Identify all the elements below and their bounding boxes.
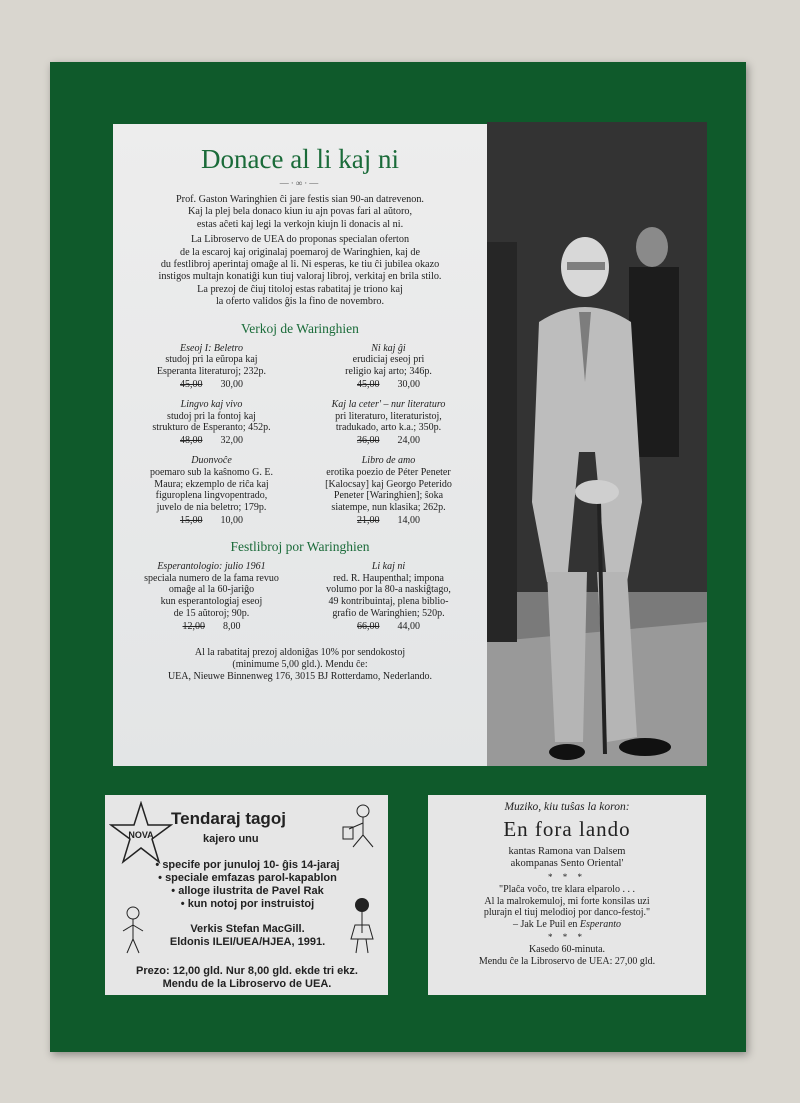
book-title: Libro de amo xyxy=(361,455,416,467)
book-desc: figuroplena lingvopentrado, xyxy=(155,490,268,502)
book-price xyxy=(127,621,296,633)
section-heading-verkoj: Verkoj de Waringhien xyxy=(241,320,359,336)
quote-attribution xyxy=(440,919,694,931)
article-title: Donace al li kaj ni xyxy=(201,144,399,174)
tendaraj-price xyxy=(111,965,383,991)
book-desc: grafio de Waringhien; 520p. xyxy=(332,608,445,619)
review-quote xyxy=(428,884,706,930)
quote-source: Esperanto xyxy=(579,918,622,930)
book-desc: erudiciaj eseoj pri xyxy=(352,354,425,366)
order-line: Mendu de la Libroservo de UEA. xyxy=(162,978,332,990)
muziko-ad xyxy=(428,795,706,995)
old-price: 48,00 xyxy=(180,435,203,447)
book-price xyxy=(304,379,473,391)
book-price xyxy=(304,515,473,527)
old-price: 12,00 xyxy=(182,620,205,632)
book-desc: pri literaturo, literaturistoj, xyxy=(335,410,442,422)
old-price: 21,00 xyxy=(357,515,380,527)
new-price: 8,00 xyxy=(223,620,241,632)
book-desc: Peneter [Waringhien]; ŝoka xyxy=(333,490,444,502)
book-title: Eseoj I: Beletro xyxy=(180,342,243,354)
book-price xyxy=(127,379,296,391)
book-desc: volumo por la 80-a naskiĝtago, xyxy=(326,584,451,596)
book-desc: erotika poezio de Péter Peneter xyxy=(326,466,451,478)
offer-line: instigos multajn konatiĝi kun tiuj valoraj libroj, verkitaj en brila stilo. xyxy=(158,271,442,283)
quote-line: Al la malrokemuloj, mi forte konsilas uzi xyxy=(484,895,650,907)
old-price: 45,00 xyxy=(357,379,380,391)
intro-line: Prof. Gaston Waringhien ĉi jare festis sian 90-an datrevenon. xyxy=(176,194,424,205)
offer-line: du festlibroj aperintaj omaĝe al li. Ni esperas, ke tiu ĉi jubilea okazo xyxy=(160,259,440,271)
book-desc: siatempe, nun klasika; 262p. xyxy=(331,502,446,514)
nova-star-icon xyxy=(109,801,173,865)
book-item xyxy=(127,455,296,527)
cartoon-boy-icon xyxy=(119,905,147,955)
section-heading-festlibroj: Festlibroj por Waringhien xyxy=(230,538,370,554)
book-item xyxy=(304,343,473,391)
portrait-photo xyxy=(487,122,707,766)
book-desc: red. R. Haupenthal; impona xyxy=(333,572,444,584)
intro-text xyxy=(113,194,487,309)
nova-badge: NOVA xyxy=(128,830,154,840)
quote-line: plurajn el tiuj melodioj por danco-festoj." xyxy=(483,907,651,918)
intro-line: estas aĉeti kaj legi la verkojn kiujn li donacis al ni. xyxy=(196,218,404,230)
book-desc: studoj pri la eŭropa kaj xyxy=(165,354,258,366)
book-desc: religio kaj arto; 346p. xyxy=(345,366,432,378)
new-price: 44,00 xyxy=(397,620,420,632)
muziko-credits xyxy=(428,846,706,870)
publisher-line: Eldonis ILEI/UEA/HJEA, 1991. xyxy=(169,936,326,948)
muziko-order xyxy=(428,944,706,967)
cartoon-figure-icon xyxy=(341,801,383,851)
book-desc: Esperanta literaturoj; 232p. xyxy=(156,366,267,378)
ornament-divider: —·∞·— xyxy=(279,178,321,188)
offer-line: La prezoj de ĉiuj titoloj estas rabatitaj je triono kaj xyxy=(197,283,403,295)
book-price xyxy=(127,435,296,447)
book-title: Lingvo kaj vivo xyxy=(180,398,243,410)
old-price: 45,00 xyxy=(180,379,203,391)
new-price: 32,00 xyxy=(220,435,243,447)
order-line: Mendu ĉe la Libroservo de UEA: 27,00 gld. xyxy=(478,955,656,967)
price-line: Prezo: 12,00 gld. Nur 8,00 gld. ekde tri ekz. xyxy=(136,965,358,977)
tendaraj-subtitle: kajero unu xyxy=(203,833,259,845)
stars-divider: * * * xyxy=(548,932,586,942)
book-desc: speciala numero de la fama revuo xyxy=(144,572,279,584)
quote-author: – Jak Le Puil en xyxy=(512,918,578,930)
book-desc: tradukado, arto k.a.; 350p. xyxy=(335,422,442,434)
book-item xyxy=(127,343,296,391)
book-item xyxy=(127,399,296,447)
tendaraj-title: Tendaraj tagoj xyxy=(171,809,286,828)
book-title: Ni kaj ĝi xyxy=(371,342,406,354)
new-price: 14,00 xyxy=(397,515,420,527)
book-desc: Maura; ekzemplo de riĉa kaj xyxy=(154,478,269,490)
offer-line: La Libroservo de UEA do proponas specialan oferton xyxy=(190,234,410,246)
book-desc: kun esperantologiaj eseoj xyxy=(160,596,263,608)
old-price: 36,00 xyxy=(357,435,380,447)
book-price xyxy=(127,515,296,527)
book-desc: 49 kontribuintaj, plena biblio- xyxy=(328,596,449,608)
book-title: Duonvoĉe xyxy=(191,455,232,467)
book-desc: poemaro sub la kaŝnomo G. E. xyxy=(149,466,274,478)
book-desc: de 15 aŭtoroj; 90p. xyxy=(173,608,250,619)
book-title: Esperantologio: julio 1961 xyxy=(157,560,266,572)
book-desc: juvelo de nia beletro; 179p. xyxy=(156,502,267,514)
new-price: 30,00 xyxy=(397,379,420,391)
new-price: 24,00 xyxy=(397,435,420,447)
feature-item: • alloge ilustrita de Pavel Rak xyxy=(140,885,355,898)
credit-line: akompanas Sento Oriental' xyxy=(510,858,624,869)
old-price: 15,00 xyxy=(180,515,203,527)
books-list-festlibroj xyxy=(113,561,487,633)
book-desc: strukturo de Esperanto; 452p. xyxy=(152,422,271,434)
man-with-cane-illustration xyxy=(487,122,707,766)
book-item xyxy=(304,399,473,447)
book-desc: omaĝe al la 60-jariĝo xyxy=(168,584,255,596)
feature-item: • kun notoj por instruistoj xyxy=(140,898,355,911)
book-desc: studoj pri la fontoj kaj xyxy=(167,410,256,422)
feature-item: • specife por junuloj 10- ĝis 14-jaraj xyxy=(140,859,355,872)
offer-line: de la escaroj kaj originalaj poemaroj de Waringhien, kaj de xyxy=(179,246,420,258)
tendaraj-credits xyxy=(145,923,350,949)
offer-line: la oferto validos ĝis la fino de novembro. xyxy=(215,296,385,308)
muziko-title: En fora lando xyxy=(503,817,631,841)
footer-line: UEA, Nieuwe Binnenweg 176, 3015 BJ Rotterdamo, Nederlando. xyxy=(167,670,433,682)
old-price: 66,00 xyxy=(357,620,380,632)
book-item xyxy=(304,561,473,633)
author-line: Verkis Stefan MacGill. xyxy=(190,923,305,935)
muziko-tagline: Muziko, kiu tuŝas la koron: xyxy=(504,801,630,813)
book-title: Li kaj ni xyxy=(371,560,406,572)
magazine-back-cover xyxy=(50,62,746,1052)
quote-line: "Plaĉa voĉo, tre klara elparolo . . . xyxy=(499,884,635,895)
new-price: 30,00 xyxy=(220,379,243,391)
book-item xyxy=(127,561,296,633)
book-price xyxy=(304,621,473,633)
feature-item: • speciale emfazas parol-kapablon xyxy=(140,872,355,885)
book-price xyxy=(304,435,473,447)
intro-line: Kaj la plej bela donaco kiun iu ajn povas fari al aŭtoro, xyxy=(187,206,413,218)
tendaraj-features xyxy=(140,859,355,911)
new-price: 10,00 xyxy=(220,515,243,527)
duration-line: Kasedo 60-minuta. xyxy=(528,944,606,955)
tendaraj-ad xyxy=(105,795,388,995)
book-desc: [Kalocsay] kaj Georgo Peterido xyxy=(325,478,452,490)
order-footer xyxy=(113,647,487,683)
book-item xyxy=(304,455,473,527)
books-list-verkoj xyxy=(113,343,487,527)
footer-line: Al la rabatitaj prezoj aldoniĝas 10% por sendokostoj xyxy=(194,646,406,658)
book-title: Kaj la ceter' – nur literaturo xyxy=(331,398,446,410)
credit-line: kantas Ramona van Dalsem xyxy=(508,846,626,857)
donace-article xyxy=(113,124,487,766)
stars-divider: * * * xyxy=(548,872,586,882)
footer-line: (minimume 5,00 gld.). Mendu ĉe: xyxy=(232,658,368,670)
